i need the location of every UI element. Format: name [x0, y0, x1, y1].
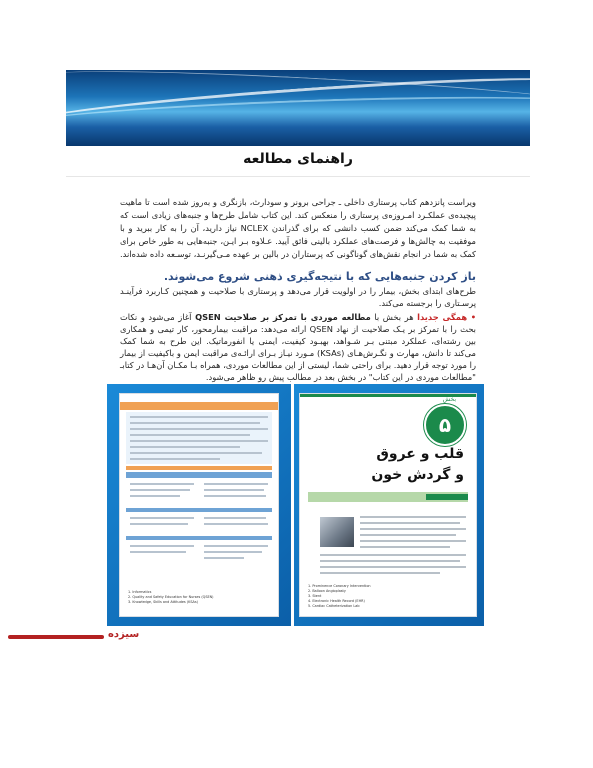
footnote: 1. Prominence Coronary Intervention — [308, 584, 371, 588]
bullet-marker: • — [470, 312, 476, 322]
table-rows — [126, 480, 272, 506]
bullet-rest: آغاز می‌شود و نکات بحث را با تمرکز بر یـک صلاحیت از نهاد QSEN ارائه می‌دهد: مراقبت بیمارمحور، کار تیمی و همکاری بین رشته‌ای، عملکرد مبتنی بـر شـواهد، بهبـود کیفیت، ایمنی یا انفورماتیک. این طرح به شما کمک می‌کند تا دانش، مهارت و نگـرش‌هـای (KSAs) مـورد نیـاز بـرای ارائـه‌ی مراقبت ایمن و باکیفیت از بیمار را مورد توجه قرار دهید. برای راحتی شما، لیستی از این مطالعات موردی، همراه بـا مکـان آن‌هـا در کتابـ "مطالعات موردی در این کتاب" در بخش بعد در مطالب پیش رو ظاهر می‌شود. — [120, 312, 476, 382]
case-study-header-bar — [120, 402, 278, 410]
footnote: 3. Stent — [308, 594, 322, 598]
chapter-number-badge: ۵ — [424, 404, 466, 446]
bullet-lead: همگی جدیدا — [417, 312, 468, 322]
folio-rule — [8, 635, 104, 639]
table-rows — [126, 542, 272, 566]
bullet-paragraph — [120, 311, 476, 383]
page-number: سیزده — [108, 629, 140, 640]
footnote: 4. Electronic Health Record (EHR) — [308, 599, 365, 603]
header-banner-image — [66, 70, 530, 146]
table-rows — [126, 514, 272, 536]
title-bar — [66, 146, 530, 177]
section-heading: باز کردن جنبه‌هایی که با نتیجه‌گیری ذهنی شروع می‌شوند. — [163, 270, 476, 283]
chapter-label: بخش — [442, 396, 456, 403]
sample-page-left — [120, 394, 278, 616]
intro-paragraph: ویراست پانزدهم کتاب پرستاری داخلی ـ جراحی برونر و سودارث، بازنگری و به‌روز شده است تا ماهیت پیچیده‌ی عملکـرد امـروزه‌ی پرستاری را منعکس کند. این کتاب شامل طرح‌ها و جنبه‌های زیادی است که به شما کمک می‌کند ضمن کسب دانشی که برای گذراندن NCLEX نیاز دارید، آن را به کار ببرید و با موفقیت به چالش‌ها و فرصت‌های عملکرد بالینی فائق آیید. عـلاوه بـر ایـن، جنبه‌هایی به طور خاص برای کمک به شما در انجام نقش‌های گوناگونی که پرستاران در بالین بر عهده مـی‌گیرنـد، توسـعه داده شده‌اند. — [119, 197, 476, 259]
table-header-bar — [126, 472, 272, 478]
bullet-mid: هر بخش با — [370, 312, 418, 322]
footnote: 5. Cardiac Catheterization Lab — [308, 604, 360, 608]
chapter-title-line2: و گردش خون — [371, 467, 464, 483]
case-study-text-block — [126, 412, 272, 464]
section-paragraph: طرح‌های ابتدای بخش، بیمار را در اولویت قرار می‌دهد و پرستاری با صلاحیت و همچنین کـاربرد فرآینـد پرسـتاری را برجسته می‌کند. — [120, 286, 476, 308]
case-study-tag — [426, 494, 468, 500]
page-title: راهنمای مطالعه — [243, 151, 353, 167]
table-section-bar — [126, 536, 272, 540]
footnote: 3. Knowledge, Skills and Attitudes (KSAs) — [128, 600, 198, 604]
sample-page-right — [300, 394, 476, 616]
bullet-emphasis: مطالعه موردی با تمرکز بر صلاحیت QSEN — [195, 312, 371, 322]
footnote: 1. Informatics — [128, 590, 152, 594]
table-header-bar — [126, 466, 272, 470]
footnote: 2. Quality and Safety Education for Nurses (QSEN) — [128, 595, 214, 599]
table-section-bar — [126, 508, 272, 512]
chapter-title-line1: قلب و عروق — [376, 446, 464, 462]
footnote: 2. Balloon Angioplasty — [308, 589, 346, 593]
clinical-photo — [320, 517, 354, 547]
